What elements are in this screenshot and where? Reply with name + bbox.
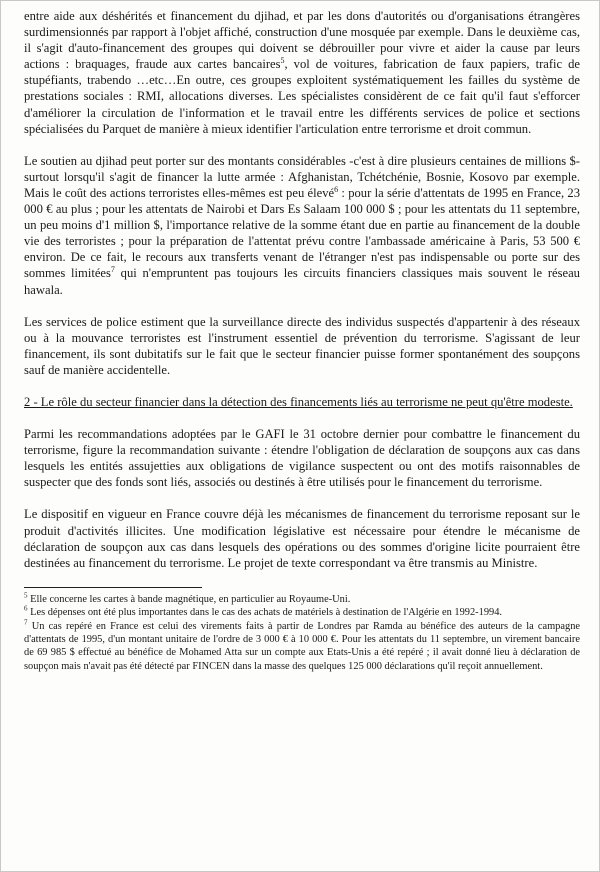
paragraph-5-text: Le dispositif en vigueur en France couvre déjà les mécanismes de financement du terrorisme reposant sur le produit d'activités illicites. Une modification législative est nécessaire pour étendre le mécanisme de déclaration de soupçon aux cas dans lesquels des opérations ou des sommes d'origine licite pourraient être destinées au financement du terrorisme. Le projet de texte correspondant va être transmis au Ministre. [24,507,580,570]
paragraph-3-text: Les services de police estiment que la surveillance directe des individus suspectés d'appartenir à des réseaux ou à la mouvance terroristes est l'instrument essentiel de prévention du terrorisme. S'agissant de leur financement, ils sont dubitatifs sur le fait que le secteur financier puisse former spontanément des soupçons sauf de manière accidentelle. [24,314,580,377]
footnote-ref-6[interactable]: 6 [334,184,339,194]
footnote-5 [24,593,580,606]
footnote-separator [24,587,202,588]
footnote-6 [24,606,580,619]
footnote-number: 5 [24,591,28,600]
paragraph-1-part-b: , vol de voitures, fabrication de faux papiers, trafic de stupéfiants, trabendo …etc…En outre, ces groupes exploitent systématiquement les failles du système de prestations sociales : RMI, allocations diverses. Les spécialistes considèrent de ce fait qu'il faut s'efforcer d'améliorer la circulation de l'information et le travail entre les différents services de police et sections spécialisées du Parquet de manière à mieux identifier l'articulation entre terrorisme et droit commun. [24,57,581,136]
paragraph-2 [24,153,580,298]
section-heading: 2 - Le rôle du secteur financier dans la détection des financements liés au terrorisme ne peut qu'être modeste. [24,394,573,409]
footnote-ref-5[interactable]: 5 [280,56,285,66]
paragraph-2-part-c: qui n'empruntent pas toujours les circuits financiers classiques mais souvent le réseau hawala. [24,266,580,297]
paragraph-4 [24,426,580,490]
paragraph-1 [24,8,580,137]
paragraph-1-text [24,8,580,137]
footnote-7 [24,620,580,674]
paragraph-3 [24,314,580,378]
footnote-text: Les dépenses ont été plus importantes dans le cas des achats de matériels à destination de l'Algérie en 1992-1994. [30,607,503,619]
footnote-ref-7[interactable]: 7 [110,265,115,275]
paragraph-4-text: Parmi les recommandations adoptées par le GAFI le 31 octobre dernier pour combattre le financement du terrorisme, figure la recommandation suivante : étendre l'obligation de déclaration de soupçons aux cas dans lesquels les entités assujetties aux obligations de vigilance suspectent ou ont des motifs raisonnables de suspecter que des fonds sont liés, associés ou destinés à être utilisés pour le financement du terrorisme. [24,427,580,490]
paragraph-2-text [24,153,580,298]
paragraph-1-part-a: entre aide aux déshérités et financement du djihad, et par les dons d'autorités ou d'organisations étrangères surdimensionnés par rapport à l'objet affiché, construction d'une mosquée par exemple. Dans le deuxième cas, il s'agit d'auto-financement des groupes qui doivent se débrouiller pour vivre et aider la cause par leurs actions : braquages, fraude aux cartes bancaires [24,9,580,72]
document-body [24,8,580,673]
paragraph-2-part-a: Le soutien au djihad peut porter sur des montants considérables -c'est à dire plusieurs centaines de millions $- surtout lorsqu'il s'agit de financer la lutte armée : Afghanistan, Tchétchénie, Bosnie, Kosovo par exemple. Mais le coût des actions terroristes elles-mêmes est peu élevé [24,153,580,200]
footnote-text: Un cas repéré en France est celui des virements faits à partir de Londres par Ramda au bénéfice des auteurs de la campagne d'attentats de 1995, d'un montant unitaire de l'ordre de 3 000 € à 10 000 €. Pour les attentats du 11 septembre, un virement bancaire de 69 985 $ effectué au bénéfice de Mohamed Atta sur un compte aux Etats-Unis a été repéré ; il avait donné lieu à déclaration de soupçon mais n'avait pas été détecté par FINCEN dans la masse des quelques 125 000 déclarations qu'il reçoit annuellement. [24,620,580,672]
paragraph-2-part-b: : pour la série d'attentats de 1995 en France, 23 000 € au plus ; pour les attentats de Nairobi et Dars Es Salaam 100 000 $ ; pour les attentats du 11 septembre, un peu moins d'1 million $, l'importance relative de la somme étant due en partie au financement de la double vie des terroristes ; pour la préparation de l'attentat prévu contre l'ambassade américaine à Paris, 53 500 € environ. De ce fait, le recours aux transferts venant de l'étranger n'est pas indispensable ou porte sur des sommes limitées [24,185,580,281]
footnote-number: 7 [24,618,28,627]
footnote-number: 6 [24,604,28,613]
footnotes [24,593,580,673]
footnote-text: Elle concerne les cartes à bande magnétique, en particulier au Royaume-Uni. [30,593,351,605]
paragraph-5 [24,506,580,570]
